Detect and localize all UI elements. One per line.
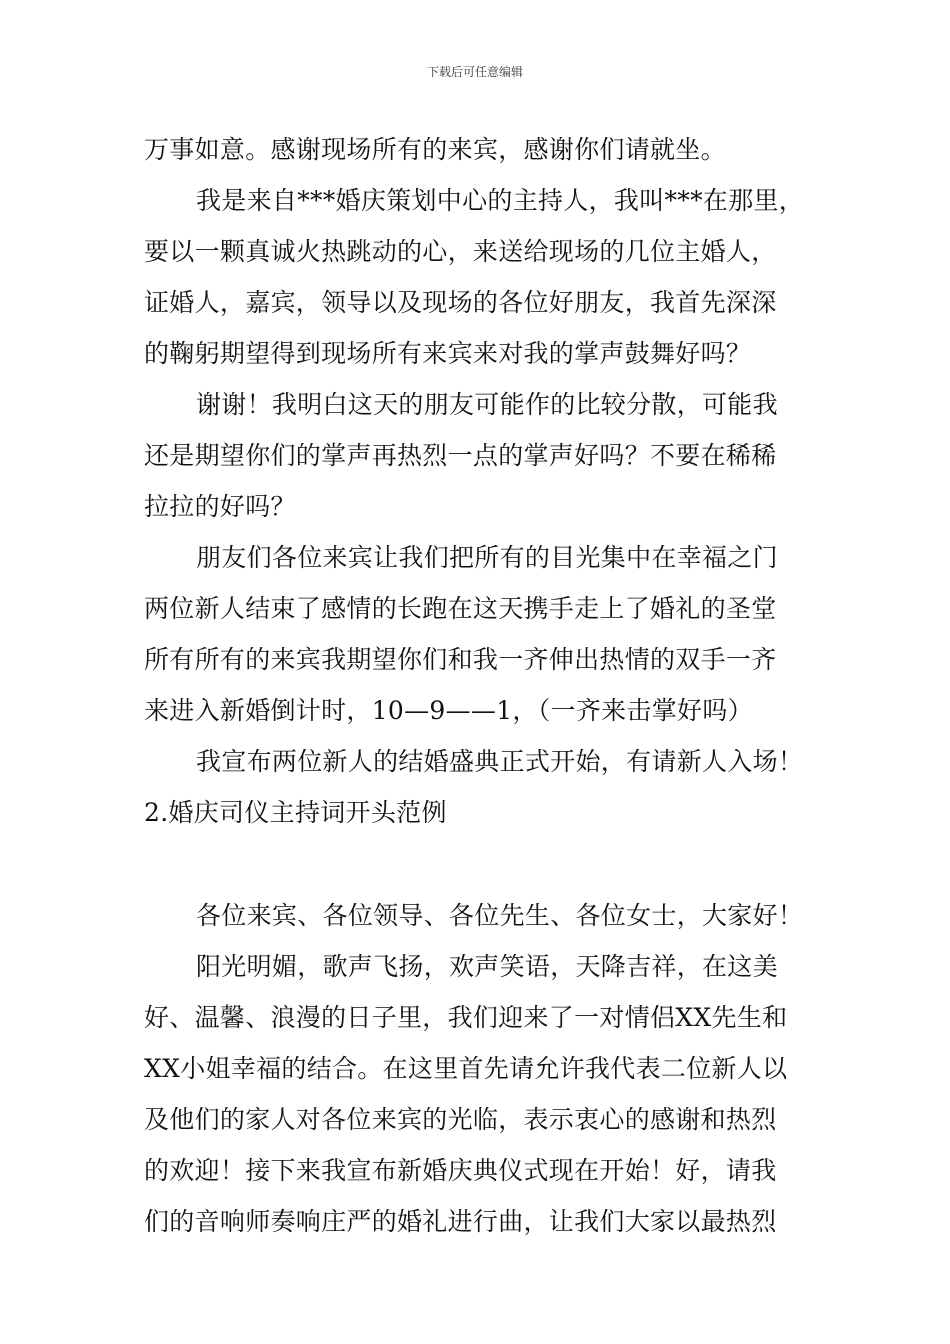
text-line: 的欢迎！接下来我宣布新婚庆典仪式现在开始！好，请我 <box>144 1156 777 1185</box>
paragraph-start: 我宣布两位新人的结婚盛典正式开始，有请新人入场！ <box>196 747 804 776</box>
section-heading: 2.婚庆司仪主持词开头范例 <box>144 798 447 827</box>
text-line: 来进入新婚倒计时，10—9——1，（一齐来击掌好吗） <box>144 696 753 725</box>
text-line: 及他们的家人对各位来宾的光临，表示衷心的感谢和热烈 <box>144 1105 777 1134</box>
text-line: 要以一颗真诚火热跳动的心，来送给现场的几位主婚人， <box>144 237 777 266</box>
paragraph-start: 各位来宾、各位领导、各位先生、各位女士，大家好！ <box>196 901 804 930</box>
text-line: XX小姐幸福的结合。在这里首先请允许我代表二位新人以 <box>144 1054 788 1083</box>
paragraph-start: 朋友们各位来宾让我们把所有的目光集中在幸福之门 <box>196 543 778 572</box>
paragraph-start: 谢谢！我明白这天的朋友可能作的比较分散，可能我 <box>196 390 778 419</box>
text-line: 拉拉的好吗？ <box>144 492 296 521</box>
text-line: 们的音响师奏响庄严的婚礼进行曲，让我们大家以最热烈 <box>144 1207 777 1236</box>
text-line: 好、温馨、浪漫的日子里，我们迎来了一对情侣XX先生和 <box>144 1003 788 1032</box>
paragraph-start: 阳光明媚，歌声飞扬，欢声笑语，天降吉祥，在这美 <box>196 952 778 981</box>
text-line: 证婚人，嘉宾，领导以及现场的各位好朋友，我首先深深 <box>144 288 777 317</box>
paragraph-start: 我是来自***婚庆策划中心的主持人，我叫***在那里， <box>196 186 805 215</box>
blank-line <box>144 838 809 890</box>
text-line: 两位新人结束了感情的长跑在这天携手走上了婚礼的圣堂 <box>144 594 777 623</box>
document-body <box>144 124 809 1247</box>
text-line: 所有所有的来宾我期望你们和我一齐伸出热情的双手一齐 <box>144 645 777 674</box>
text-line: 万事如意。感谢现场所有的来宾，感谢你们请就坐。 <box>144 135 726 164</box>
page-header: 下载后可任意编辑 <box>426 65 523 79</box>
text-line: 的鞠躬期望得到现场所有来宾来对我的掌声鼓舞好吗？ <box>144 339 752 368</box>
text-line: 还是期望你们的掌声再热烈一点的掌声好吗？不要在稀稀 <box>144 441 777 470</box>
